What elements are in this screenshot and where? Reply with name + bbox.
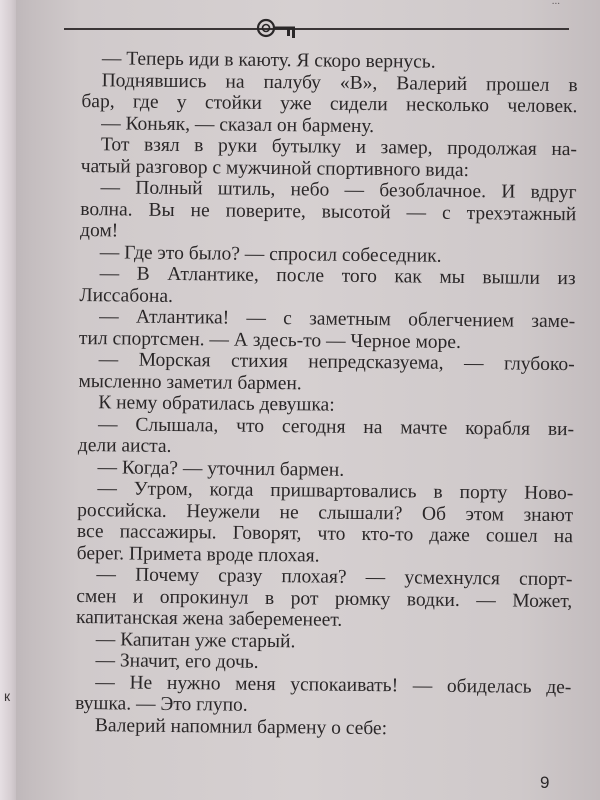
text-line: бар, где у стойки уже сидели несколько человек. — [81, 90, 578, 118]
text-line: чатый разговор с мужчиной спортивного вида: — [80, 155, 470, 181]
text-line: — Слышала, что сегодня на мачте корабля ви- — [97, 413, 575, 440]
text-line: Тот взял в руки бутылку и замер, продолжая на- — [100, 134, 578, 161]
page-number: 9 — [540, 773, 550, 792]
text-line: берег. Примета вроде плохая. — [76, 542, 320, 567]
text-line: российска. Неужели не слышали? Об этом знают — [77, 499, 574, 526]
text-line: мысленно заметил бармен. — [78, 370, 302, 394]
text-line: — Когда? — уточнил бармен. — [97, 456, 345, 481]
running-head: ... — [551, 0, 560, 7]
text-line: — Капитан уже старый. — [95, 628, 296, 652]
adjacent-page-edge — [0, 0, 16, 800]
header-rule — [64, 28, 569, 30]
text-line: — Полный штиль, небо — безоблачное. И вдруг — [100, 177, 577, 204]
text-line: дели аиста. — [77, 434, 172, 457]
text-line: — Атлантика! — с заметным облегчением заме- — [99, 306, 576, 333]
text-line: — Утром, когда пришвартовались в порту Ново- — [97, 478, 574, 505]
text-line: — Значит, его дочь. — [95, 650, 259, 673]
text-line: — Теперь иди в каюту. Я скоро вернусь. — [101, 48, 436, 73]
text-line: капитанская жена забеременеет. — [75, 606, 343, 631]
text-line: тил спортсмен. — А здесь-то — Черное море. — [78, 327, 462, 353]
text-line: — В Атлантике, после того как мы вышли из — [99, 263, 576, 290]
text-line: Поднявшись на палубу «В», Валерий прошел в — [101, 69, 578, 96]
text-line: Валерий напомнил бармену о себе: — [94, 714, 388, 739]
body-text — [75, 48, 578, 741]
text-line: дом! — [79, 219, 119, 242]
text-line: — Морская стихия непредсказуема, — глубоко- — [98, 349, 575, 376]
text-line: все пассажиры. Говорят, что кто-то даже сошел на — [76, 520, 574, 548]
text-line: — Не нужно меня успокаивать! — обиделась де- — [95, 671, 572, 698]
text-line: К нему обратилась девушка: — [98, 392, 335, 416]
text-line: Лиссабона. — [79, 284, 174, 307]
key-ornament-icon — [254, 13, 302, 43]
text-line: волна. Вы не поверите, высотой — с трехэтажный — [80, 198, 577, 225]
text-line: — Коньяк, — сказал он бармену. — [101, 112, 375, 137]
text-line: — Где это было? — спросил собеседник. — [99, 241, 442, 267]
margin-mark: к — [4, 688, 11, 704]
text-line: вушка. — Это глупо. — [75, 692, 248, 716]
text-line: смен и опрокинул в рот рюмку водки. — Может, — [76, 585, 573, 612]
text-line: — Почему сразу плохая? — усмехнулся спорт- — [96, 564, 573, 591]
